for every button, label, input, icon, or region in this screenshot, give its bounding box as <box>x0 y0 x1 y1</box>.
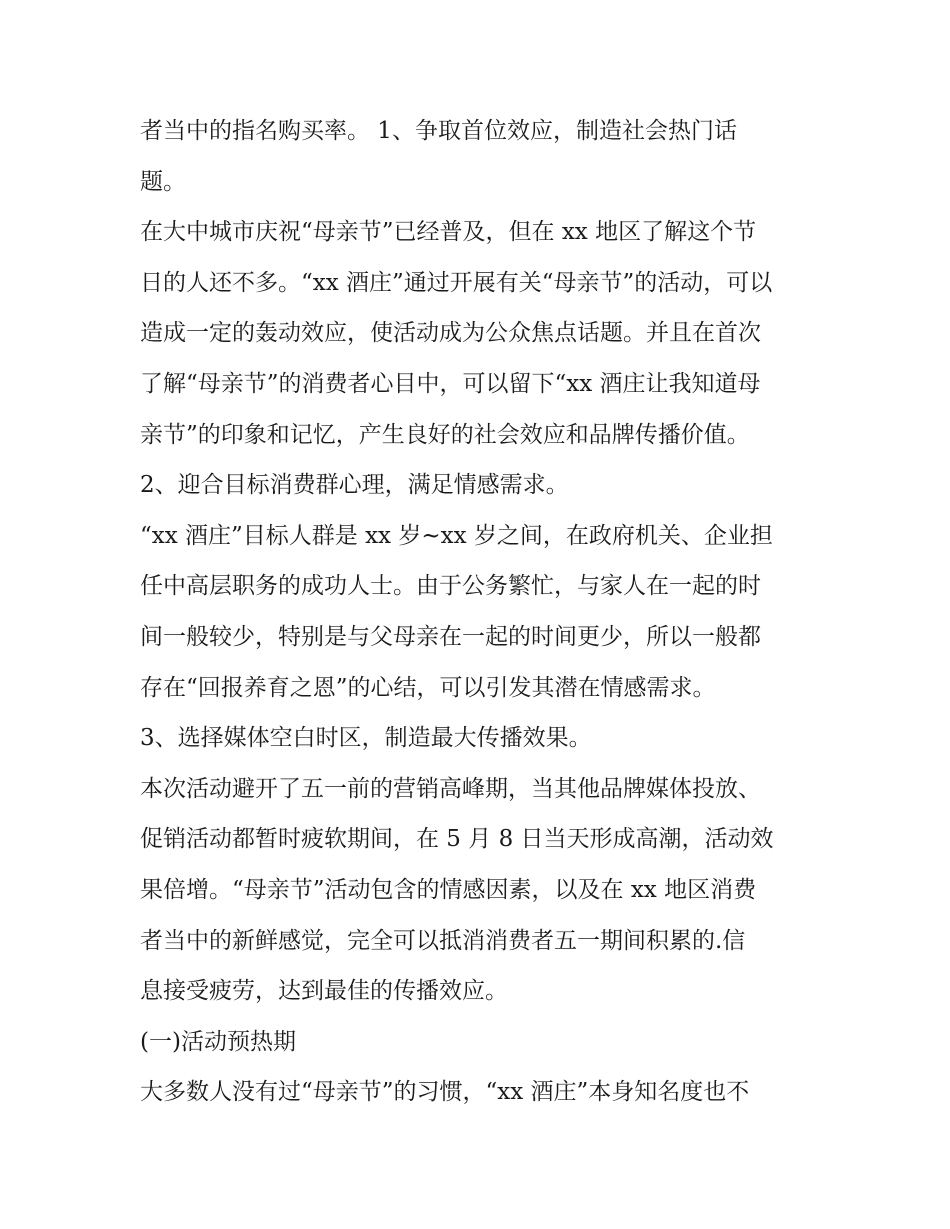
text-line: 大多数人没有过“母亲节”的习惯，“xx 酒庄”本身知名度也不 <box>140 1079 750 1106</box>
text-line: 间一般较少，特别是与父母亲在一起的时间更少，所以一般都 <box>140 623 761 650</box>
text-line: 果倍增。“母亲节”活动包含的情感因素，以及在 xx 地区消费 <box>140 876 757 903</box>
text-line: 亲节”的印象和记忆，产生良好的社会效应和品牌传播价值。 <box>140 421 750 448</box>
text-line: 促销活动都暂时疲软期间，在 5 月 8 日当天形成高潮，活动效 <box>140 826 774 853</box>
text-line: 任中高层职务的成功人士。由于公务繁忙，与家人在一起的时 <box>140 573 761 600</box>
text-line: 造成一定的轰动效应，使活动成为公众焦点话题。并且在首次 <box>140 320 761 347</box>
text-line: 存在“回报养育之恩”的心结，可以引发其潜在情感需求。 <box>140 674 716 701</box>
text-line: 者当中的指名购买率。 1、争取首位效应，制造社会热门话 <box>140 118 737 144</box>
section-heading: 3、选择媒体空白时区，制造最大传播效果。 <box>140 725 592 752</box>
text-line: 在大中城市庆祝“母亲节”已经普及，但在 xx 地区了解这个节 <box>140 219 757 246</box>
text-line: 日的人还不多。“xx 酒庄”通过开展有关“母亲节”的活动，可以 <box>140 269 773 296</box>
section-heading: 2、迎合目标消费群心理，满足情感需求。 <box>140 472 569 499</box>
document-body <box>140 106 830 1118</box>
text-line: 题。 <box>140 168 186 195</box>
text-line: 者当中的新鲜感觉，完全可以抵消消费者五一期间积累的.信 <box>140 927 746 954</box>
text-line: 息接受疲劳，达到最佳的传播效应。 <box>140 978 508 1005</box>
section-heading: (一)活动预热期 <box>140 1028 296 1055</box>
text-line: 了解“母亲节”的消费者心目中，可以留下“xx 酒庄让我知道母 <box>140 370 761 397</box>
text-line: 本次活动避开了五一前的营销高峰期，当其他品牌媒体投放、 <box>140 775 761 802</box>
text-line: “xx 酒庄”目标人群是 xx 岁~xx 岁之间，在政府机关、企业担 <box>140 522 773 549</box>
